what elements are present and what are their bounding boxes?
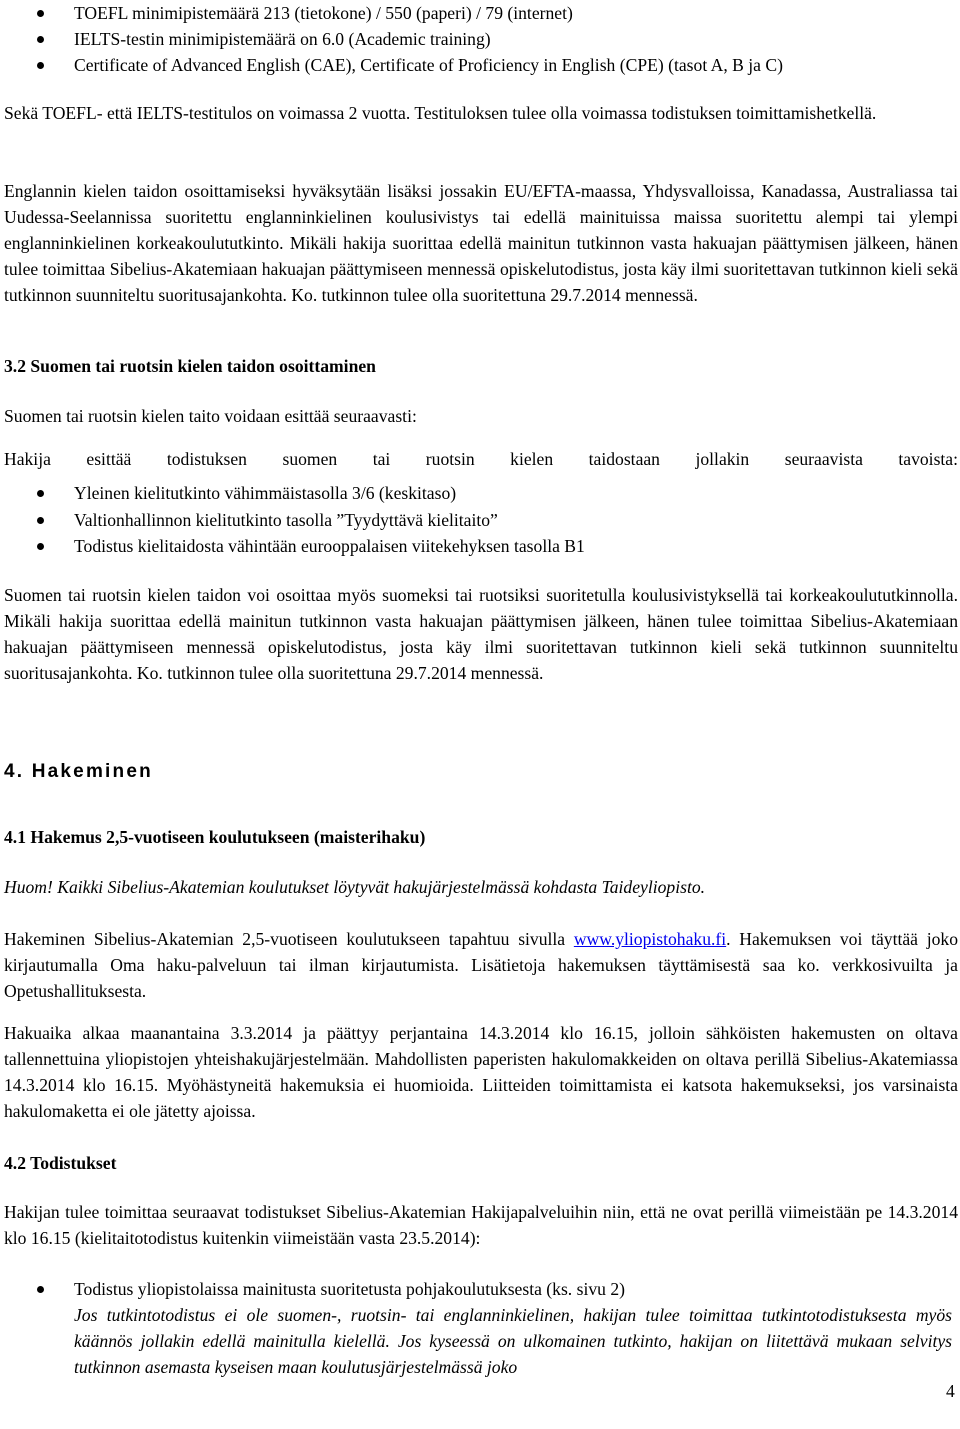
list-item: [0, 52, 960, 78]
list-item-text: Yleinen kielitutkinto vähimmäistasolla 3/6 (keskitaso): [74, 483, 457, 503]
paragraph-english-alternatives: Englannin kielen taidon osoittamiseksi hyväksytään lisäksi jossakin EU/EFTA-maassa, Yhdysvalloissa, Kanadassa, Australiassa tai Uudessa-Seelannissa suoritettu englanninkielinen koulusivistys tai edellä mainituissa maissa suoritettu alempi tai ylempi englanninkielinen korkeakoulututkinto. Mikäli hakija suorittaa edellä mainitun tutkinnon vasta hakuajan päättymisen jälkeen, hänen tulee toimittaa Sibelius-Akatemiaan hakuajan päättymiseen mennessä opiskelutodistus, josta käy ilmi suoritettavan tutkinnon kieli sekä tutkinnon suunniteltu suoritusajankohta. Ko. tutkinnon tulee olla suoritettuna 29.7.2014 mennessä.: [4, 181, 958, 305]
paragraph-fi-sv-school: Suomen tai ruotsin kielen taidon voi osoittaa myös suomeksi tai ruotsiksi suoritetulla koulusivistyksellä tai korkeakoulututkinnolla. Mikäli hakija suorittaa edellä mainitun tutkinnon vasta hakuajan päättymisen jälkeen, hänen tulee toimittaa Sibelius-Akatemiaan hakuajan päättymiseen mennessä opiskelutodistus, josta käy ilmi suoritettavan tutkinnon kieli sekä tutkinnon suunniteltu suoritusajankohta. Ko. tutkinnon tulee olla suoritettuna 29.7.2014 mennessä.: [4, 585, 958, 683]
section-heading-4: 4. Hakeminen: [4, 761, 153, 782]
paragraph-note: Huom! Kaikki Sibelius-Akatemian koulutukset löytyvät hakujärjestelmässä kohdasta Taideyliopisto.: [4, 877, 706, 897]
apply-text-before: Hakeminen Sibelius-Akatemian 2,5-vuotiseen koulutukseen tapahtuu sivulla: [4, 929, 574, 949]
apply-text-after: . Hakemuksen voi täyttää joko kirjautumalla Oma haku-palveluun tai ilman kirjautumista. Lisätietoja hakemuksen täyttämisestä saa ko. verkkosivuilta ja Opetushallituksesta.: [4, 929, 958, 1001]
yliopistohaku-link[interactable]: www.yliopistohaku.fi: [573, 929, 727, 949]
bullet-icon: [37, 543, 44, 550]
list-item-text: IELTS-testin minimipistemäärä on 6.0 (Academic training): [74, 29, 491, 49]
paragraph-fi-sv-intro: Suomen tai ruotsin kielen taito voidaan esittää seuraavasti:: [4, 406, 417, 426]
paragraph-validity: Sekä TOEFL- että IELTS-testitulos on voimassa 2 vuotta. Testituloksen tulee olla voimassa todistuksen toimittamishetkellä.: [4, 103, 877, 123]
paragraph-foreign-degree-note: Jos tutkintotodistus ei ole suomen-, ruotsin- tai englanninkielinen, hakijan tulee toimittaa tutkintotodistuksesta myös käännös jollakin edellä mainitulla kielellä. Jos kyseessä on ulkomainen tutkinto, hakijan on liitettävä mukaan selvitys tutkinnon asemasta kyseisen maan koulutusjärjestelmässä joko: [74, 1305, 952, 1377]
paragraph-documents: Hakijan tulee toimittaa seuraavat todistukset Sibelius-Akatemian Hakijapalveluihin niin, että ne ovat perillä viimeistään pe 14.3.2014 klo 16.15 (kielitaitotodistus kuitenkin viimeistään vasta 23.5.2014):: [4, 1202, 958, 1248]
list-item-text: Todistus kielitaidosta vähintään eurooppalaisen viitekehyksen tasolla B1: [74, 536, 585, 556]
list-item: [0, 507, 960, 533]
list-item-text: Valtionhallinnon kielitutkinto tasolla ”Tyydyttävä kielitaito”: [74, 510, 498, 530]
section-heading-4-1: 4.1 Hakemus 2,5-vuotiseen koulutukseen (maisterihaku): [4, 827, 426, 847]
page-number: 4: [946, 1381, 955, 1401]
list-item-text: TOEFL minimipistemäärä 213 (tietokone) / 550 (paperi) / 79 (internet): [74, 3, 573, 23]
bullet-icon: [37, 517, 44, 524]
bullet-icon: [37, 62, 44, 69]
list-item: [0, 0, 960, 26]
paragraph-application-period: Hakuaika alkaa maanantaina 3.3.2014 ja päättyy perjantaina 14.3.2014 klo 16.15, jolloin sähköisten hakemusten on oltava tallennettuina yliopistojen yhteishakujärjestelmään. Mahdollisten paperisten hakulomakkeiden on oltava perillä Sibelius-Akatemiassa 14.3.2014 klo 16.15. Myöhästyneitä hakemuksia ei huomioida. Liitteiden toimittamista ei katsota hakemukseksi, jos varsinaista hakulomaketta ei ole jätetty ajoissa.: [4, 1023, 958, 1121]
paragraph-apply: [4, 926, 958, 1004]
section-heading-4-2: 4.2 Todistukset: [4, 1153, 117, 1173]
bullet-icon: [37, 10, 44, 17]
list-item: [0, 533, 960, 559]
list-item-text: Certificate of Advanced English (CAE), Certificate of Proficiency in English (CPE) (tasot A, B ja C): [74, 55, 783, 75]
bullet-icon: [37, 490, 44, 497]
bullet-icon: [37, 1286, 44, 1293]
list-item: [0, 480, 960, 506]
paragraph-fi-sv-cert: Hakija esittää todistuksen suomen tai ruotsin kielen taidostaan jollakin seuraavista tavoista:: [4, 448, 958, 469]
list-item: [0, 1276, 960, 1302]
section-heading-3-2: 3.2 Suomen tai ruotsin kielen taidon osoittaminen: [4, 356, 376, 376]
list-item-text: Todistus yliopistolaissa mainitusta suoritetusta pohjakoulutuksesta (ks. sivu 2): [74, 1279, 625, 1299]
list-item: [0, 26, 960, 52]
bullet-icon: [37, 36, 44, 43]
